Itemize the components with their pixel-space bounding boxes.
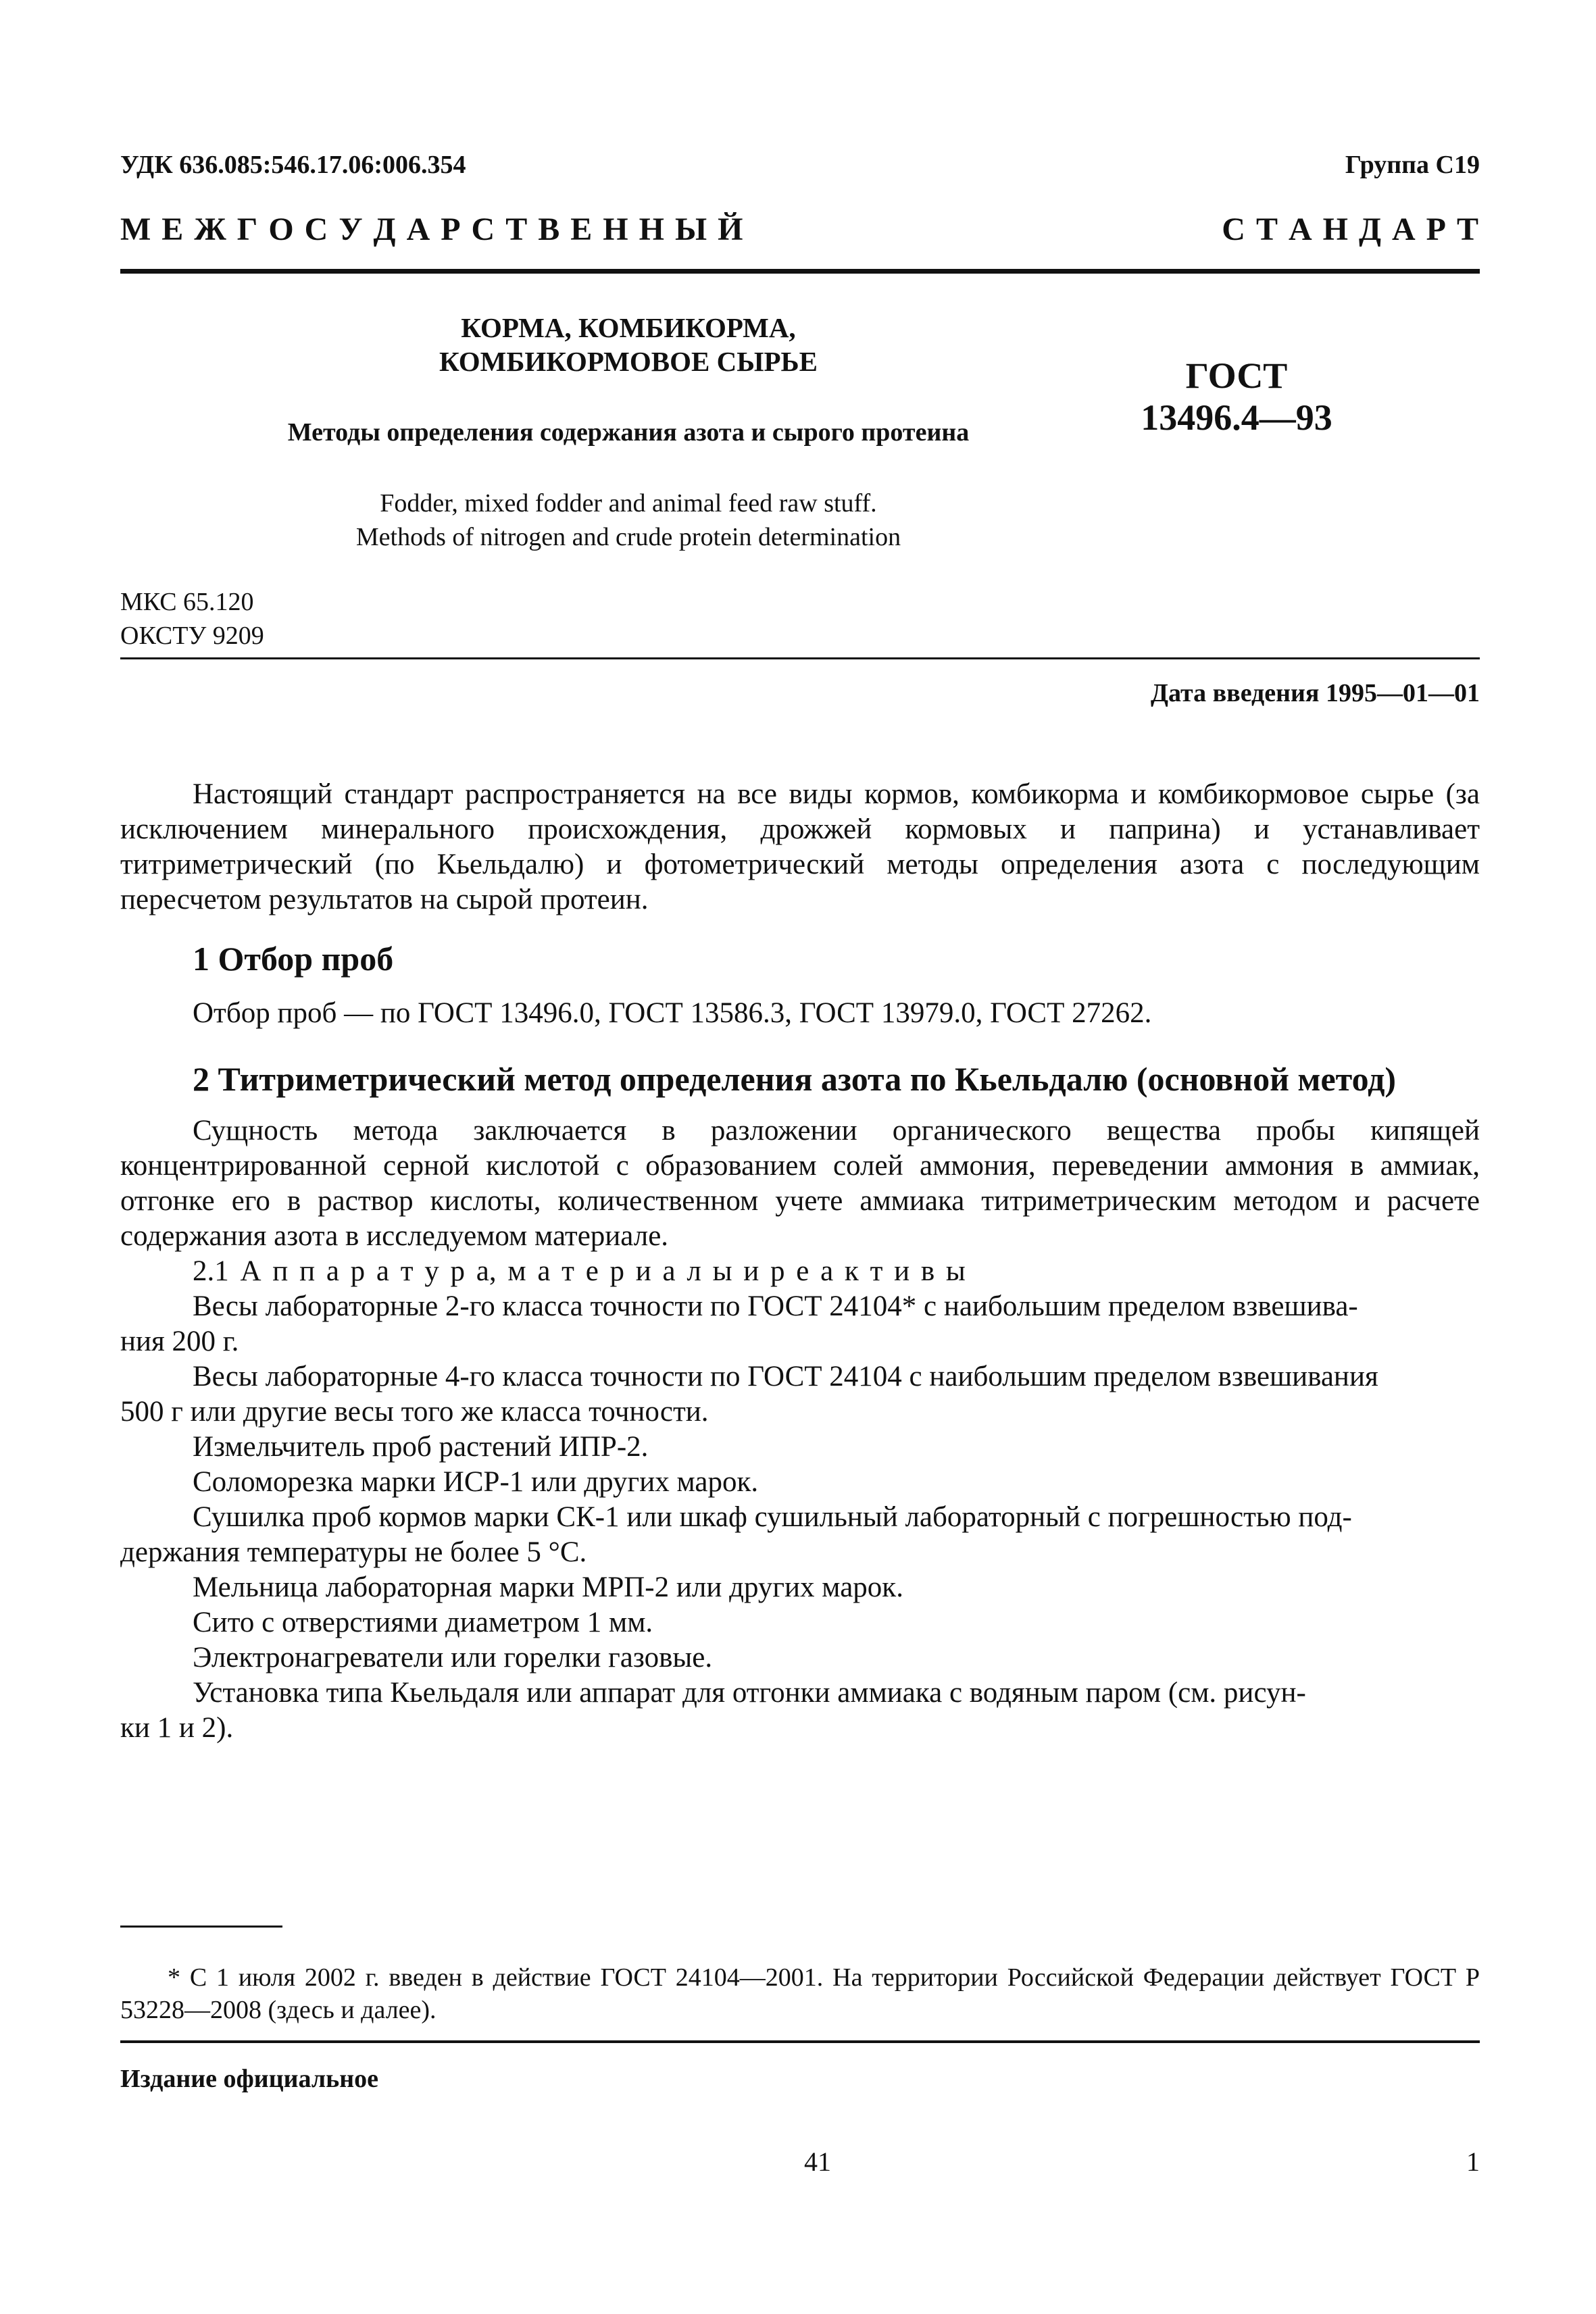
list-item: ния 200 г. <box>120 1326 239 1357</box>
footnote: * С 1 июля 2002 г. введен в действие ГОСТ 24104—2001. На территории Российской Федерации действует ГОСТ Р 53228—2008 (здесь и далее). <box>120 1963 1480 2024</box>
gost-label: ГОСТ <box>1185 355 1288 396</box>
gost-designation <box>1095 355 1378 438</box>
title-line-2: КОМБИКОРМОВОЕ СЫРЬЕ <box>439 346 818 377</box>
title-line-1: КОРМА, КОМБИКОРМА, <box>461 312 796 343</box>
title-english-line-2: Methods of nitrogen and crude protein determination <box>355 523 901 551</box>
list-item: Весы лабораторные 4-го класса точности по ГОСТ 24104 с наибольшим пределом взвешивания <box>193 1361 1378 1392</box>
list-item: Сушилка проб кормов марки СК-1 или шкаф сушильный лабораторный с погрешностью под- <box>193 1501 1352 1533</box>
title-block <box>338 311 919 378</box>
list-item: Мельница лабораторная марки МРП-2 или других марок. <box>193 1571 903 1603</box>
interstate-label: М Е Ж Г О С У Д А Р С Т В Е Н Н Ы Й <box>120 211 745 247</box>
page-number-center: 41 <box>804 2146 831 2177</box>
list-item: Установка типа Кьельдаля или аппарат для отгонки аммиака с водяным паром (см. рисун- <box>193 1677 1306 1709</box>
okstu-code: ОКСТУ 9209 <box>120 622 264 650</box>
list-item: Сито с отверстиями диаметром 1 мм. <box>193 1607 653 1638</box>
footer-rule <box>120 2040 1480 2043</box>
list-item: Соломорезка марки ИСР-1 или других марок. <box>193 1466 759 1498</box>
gost-number: 13496.4—93 <box>1141 397 1332 438</box>
section-2-essence: Сущность метода заключается в разложении органического вещества пробы кипящей концентрированной серной кислотой с образованием солей аммония, переведении аммония в аммиак, отгонке его в раствор кислоты, количественном учете аммиака титриметрическим методом и расчете содержания азота в исследуемом материале. <box>120 1115 1480 1252</box>
group-code: Группа С19 <box>1345 151 1480 179</box>
list-item: Измельчитель проб растений ИПР-2. <box>193 1431 649 1463</box>
subsection-2-1-heading: 2.1 А п п а р а т у р а, м а т е р и а л ы и р е а к т и в ы <box>193 1255 966 1287</box>
list-item: ки 1 и 2). <box>120 1712 234 1744</box>
list-item: 500 г или другие весы того же класса точности. <box>120 1396 709 1428</box>
classification-codes <box>120 585 264 653</box>
standard-label: С Т А Н Д А Р Т <box>1222 211 1480 247</box>
footnote-separator <box>120 1926 282 1928</box>
list-item: держания температуры не более 5 °С. <box>120 1536 587 1568</box>
mks-code: МКС 65.120 <box>120 588 254 616</box>
section-2-heading: 2 Титриметрический метод определения азота по Кьельдалю (основной метод) <box>193 1060 1397 1098</box>
intro-paragraph: Настоящий стандарт распространяется на все виды кормов, комбикорма и комбикормовое сырье (за исключением минерального происхождения, дрожжей кормовых и паприна) и устанавливает титриметрический (по Кьельдалю) и фотометрический методы определения азота с последующим пересчетом результатов на сырой протеин. <box>120 778 1480 915</box>
header-rule <box>120 269 1480 274</box>
title-english <box>270 486 987 554</box>
title-subtitle: Методы определения содержания азота и сырого протеина <box>287 418 970 447</box>
list-item: Весы лабораторные 2-го класса точности по ГОСТ 24104* с наибольшим пределом взвешива- <box>193 1290 1358 1322</box>
title-english-line-1: Fodder, mixed fodder and animal feed raw stuff. <box>380 489 877 518</box>
page-number-right: 1 <box>1466 2146 1480 2177</box>
section-1-heading: 1 Отбор проб <box>193 940 394 978</box>
codes-rule <box>120 657 1480 659</box>
list-item: Электронагреватели или горелки газовые. <box>193 1642 713 1674</box>
edition-label: Издание официальное <box>120 2065 379 2093</box>
section-1-text: Отбор проб — по ГОСТ 13496.0, ГОСТ 13586.3, ГОСТ 13979.0, ГОСТ 27262. <box>193 997 1152 1029</box>
udk-code: УДК 636.085:546.17.06:006.354 <box>120 151 466 179</box>
introduction-date: Дата введения 1995—01—01 <box>1150 679 1480 707</box>
